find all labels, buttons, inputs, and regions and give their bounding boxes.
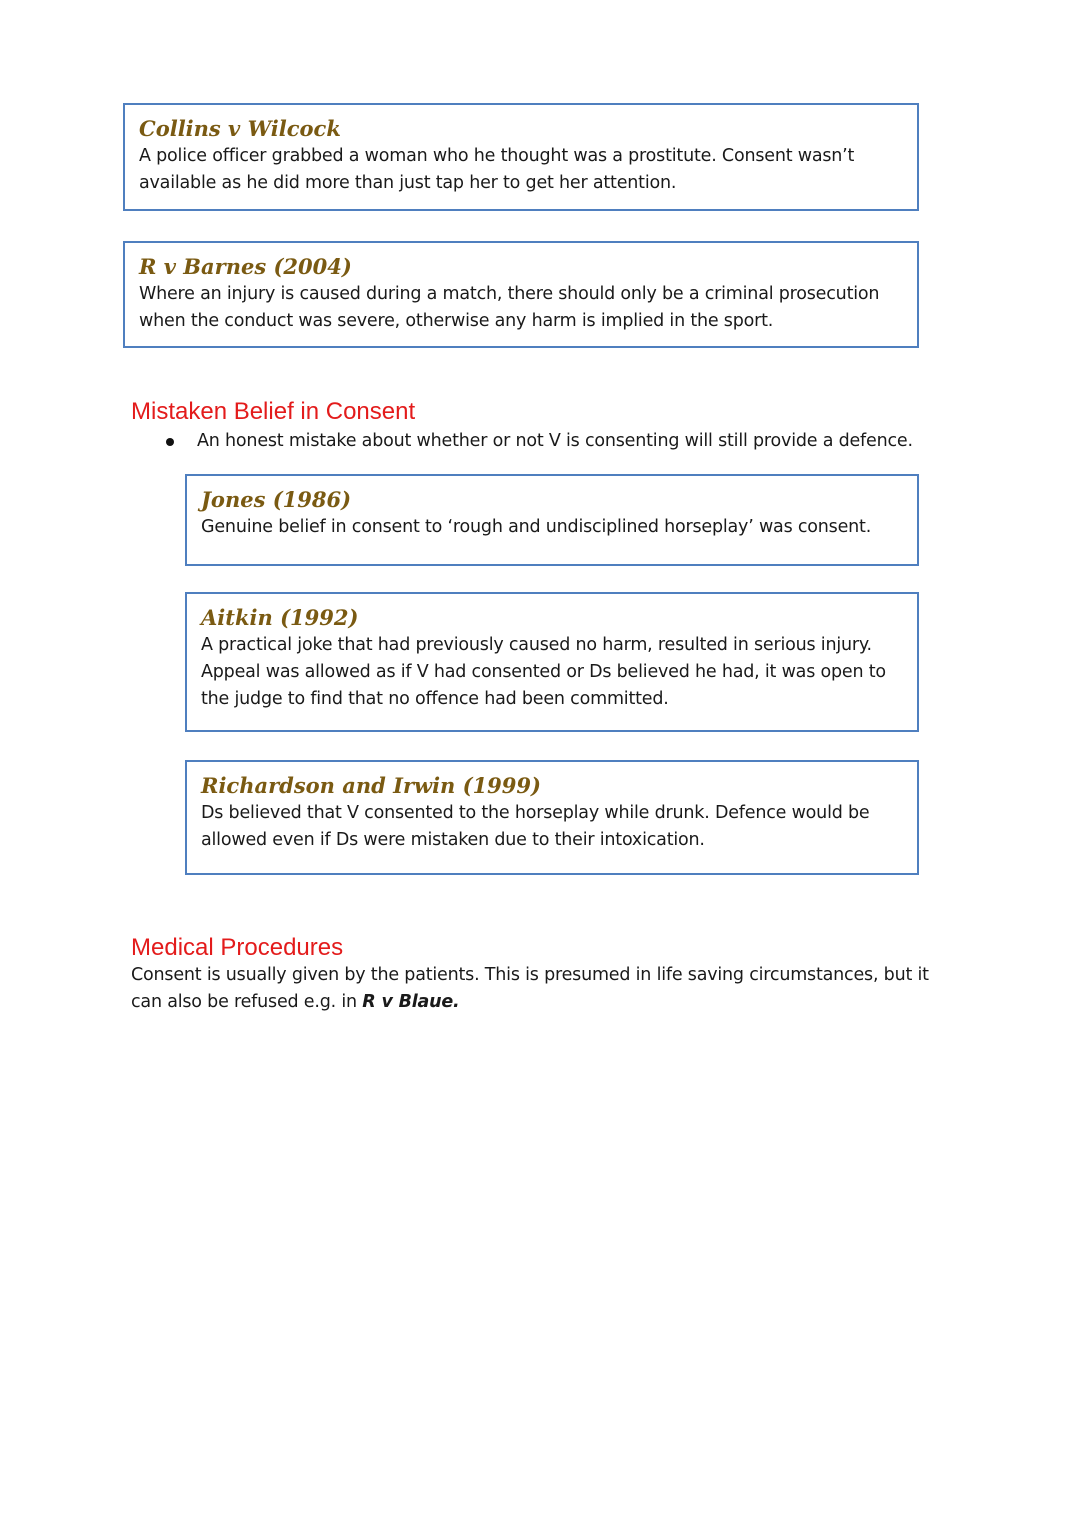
case-title: R v Barnes (2004): [139, 254, 352, 279]
case-description: Where an injury is caused during a match, there should only be a criminal prosecution when the conduct was severe, otherwise any harm is implied in the sport.: [139, 284, 880, 331]
case-box-r-v-barnes: [123, 241, 919, 348]
medical-text: Consent is usually given by the patients. This is presumed in life saving circumstances, but it can also be refused e.g. in: [131, 965, 929, 1012]
case-title: Collins v Wilcock: [139, 116, 341, 141]
case-description: Ds believed that V consented to the horseplay while drunk. Defence would be allowed even if Ds were mistaken due to their intoxication.: [201, 803, 870, 850]
case-box-collins-v-wilcock: [123, 103, 919, 211]
case-description: Genuine belief in consent to ‘rough and undisciplined horseplay’ was consent.: [201, 517, 872, 537]
bullet-icon: [166, 438, 174, 446]
bullet-item: [166, 428, 913, 455]
medical-paragraph: [131, 962, 951, 1016]
section-heading-medical-procedures: Medical Procedures: [131, 934, 344, 961]
case-title: Aitkin (1992): [201, 605, 359, 630]
case-description: A practical joke that had previously caused no harm, resulted in serious injury. Appeal was allowed as if V had consented or Ds believed he had, it was open to the judge to find that no offence had been committed.: [201, 635, 886, 709]
case-box-aitkin: [185, 592, 919, 732]
bullet-text: An honest mistake about whether or not V is consenting will still provide a defence.: [197, 431, 913, 451]
case-description: A police officer grabbed a woman who he thought was a prostitute. Consent wasn’t available as he did more than just tap her to get her attention.: [139, 146, 855, 193]
case-box-richardson-and-irwin: [185, 760, 919, 875]
case-box-jones: [185, 474, 919, 566]
section-heading-mistaken-belief: Mistaken Belief in Consent: [131, 398, 416, 425]
case-title: Richardson and Irwin (1999): [201, 773, 541, 798]
case-title: Jones (1986): [201, 487, 352, 512]
case-reference: R v Blaue.: [362, 992, 460, 1012]
